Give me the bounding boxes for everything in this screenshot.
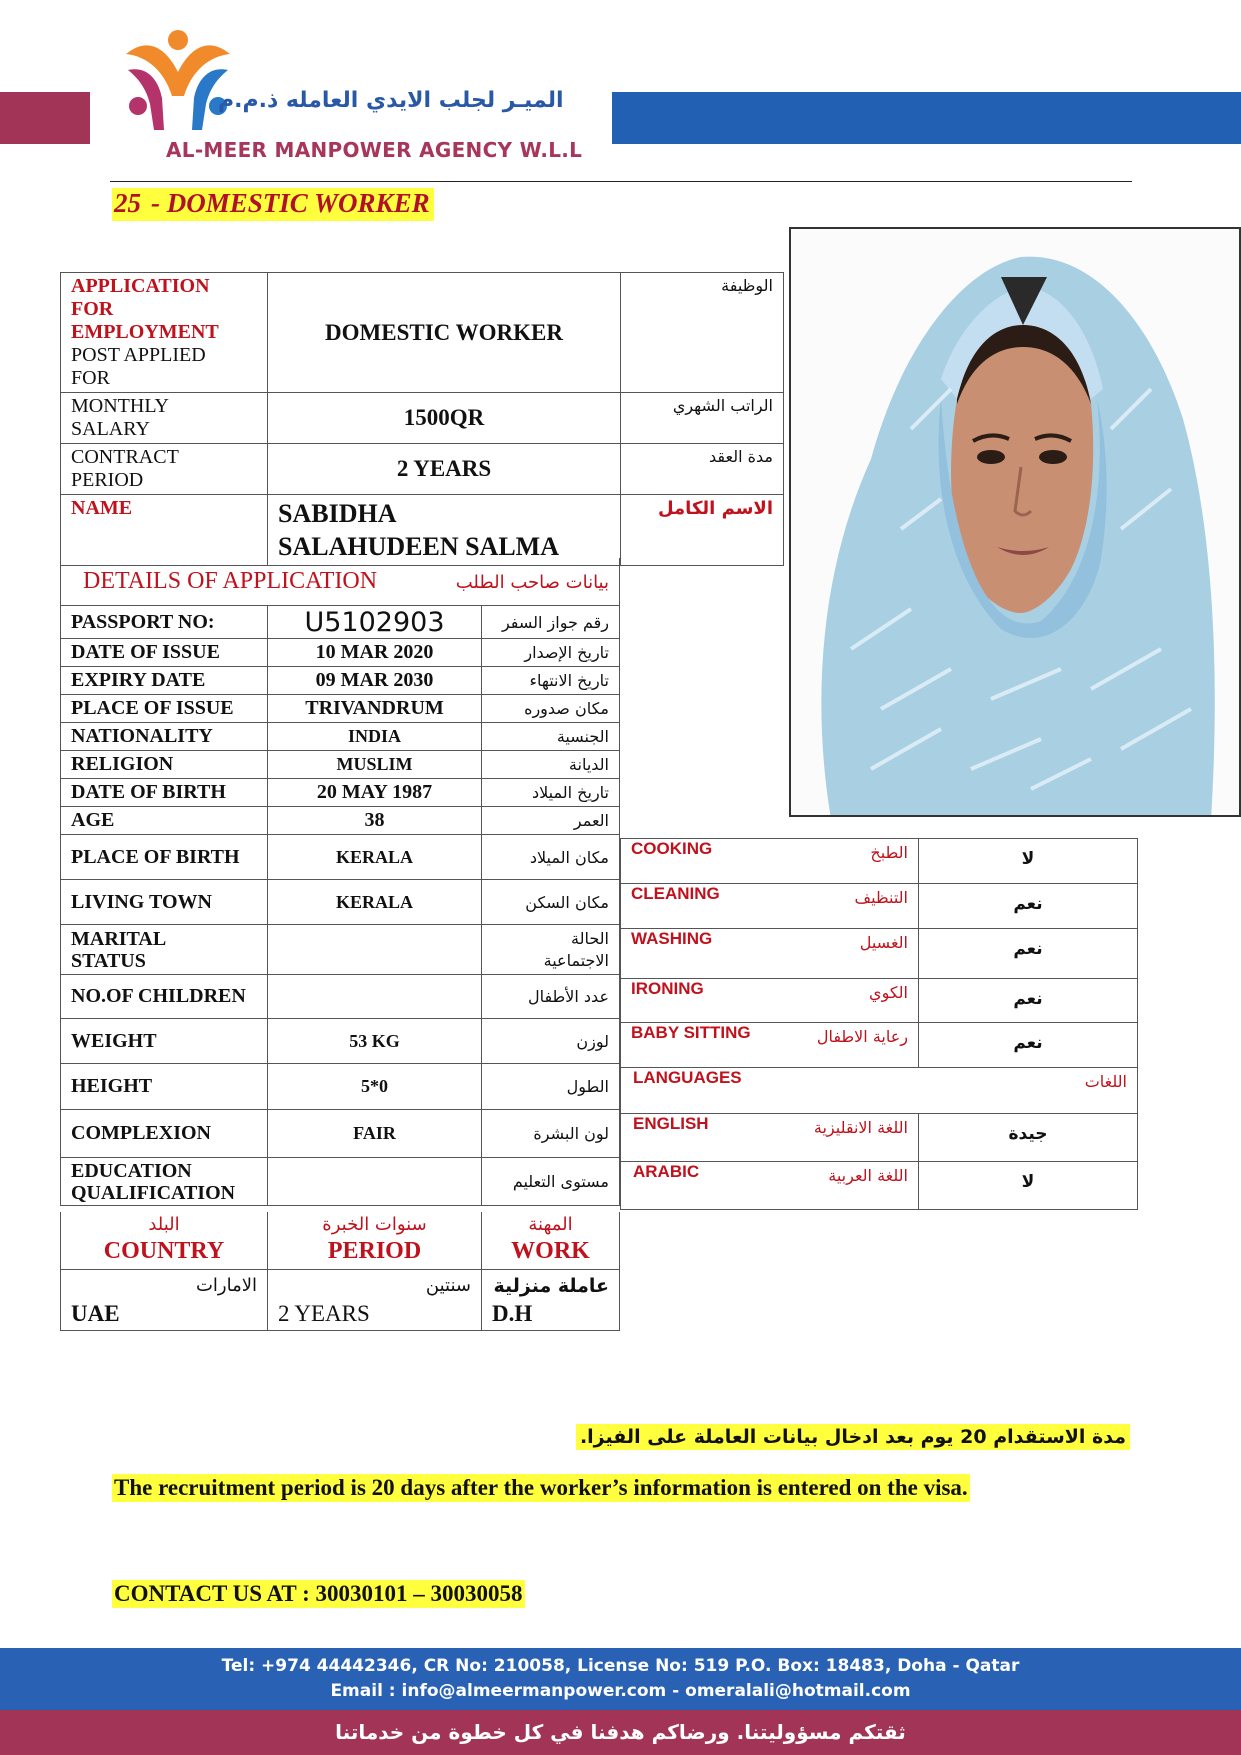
language-level: جيدة (919, 1114, 1138, 1162)
detail-arabic: الطول (482, 1064, 620, 1110)
reference-title: - DOMESTIC WORKER (151, 188, 430, 218)
contract-row (61, 444, 784, 495)
post-row (61, 273, 784, 393)
agency-logo-icon (118, 26, 238, 136)
post-value: DOMESTIC WORKER (268, 273, 621, 393)
language-name-cell (621, 1162, 919, 1210)
detail-label-2: STATUS (71, 949, 146, 972)
detail-value: 09 MAR 2030 (268, 667, 482, 695)
experience-country (61, 1269, 268, 1330)
skill-arabic: الطبخ (870, 843, 908, 862)
detail-label-1: EDUCATION (71, 1159, 192, 1182)
skill-value: نعم (919, 979, 1138, 1023)
salary-label-2: SALARY (71, 418, 150, 440)
detail-row (61, 1110, 620, 1158)
detail-row (61, 835, 620, 880)
experience-period-ar: سنتين (425, 1274, 471, 1296)
application-title-1: APPLICATION (71, 275, 210, 297)
contract-label-2: PERIOD (71, 469, 144, 491)
salary-value: 1500QR (268, 393, 621, 444)
detail-label: WEIGHT (61, 1019, 268, 1064)
skill-name-cell (621, 929, 919, 979)
experience-header-row (61, 1212, 620, 1269)
detail-row (61, 807, 620, 835)
skills-table (620, 838, 1138, 1210)
experience-work (482, 1269, 620, 1330)
skill-arabic: الكوي (869, 983, 908, 1002)
detail-label: NO.OF CHILDREN (61, 975, 268, 1019)
footer-line-2: Email : info@almeermanpower.com - omeralali@hotmail.com (330, 1681, 911, 1701)
name-value-cell (268, 495, 621, 566)
detail-row (61, 975, 620, 1019)
detail-value: FAIR (268, 1110, 482, 1158)
logo-english-name: AL-MEER MANPOWER AGENCY W.L.L (166, 138, 583, 162)
skill-name-cell (621, 839, 919, 884)
detail-arabic-1: الحالة (571, 928, 609, 948)
detail-arabic: العمر (482, 807, 620, 835)
detail-value: 53 KG (268, 1019, 482, 1064)
detail-label: EXPIRY DATE (61, 667, 268, 695)
detail-arabic: مكان صدوره (482, 695, 620, 723)
languages-header-cell (621, 1068, 1138, 1114)
applicant-photo (789, 227, 1241, 817)
experience-country-en: UAE (71, 1300, 120, 1326)
experience-work-ar: عاملة منزلية (493, 1274, 609, 1297)
detail-row (61, 1064, 620, 1110)
detail-row (61, 606, 620, 639)
applicant-portrait-icon (791, 229, 1241, 817)
detail-value (268, 925, 482, 975)
skill-name-cell (621, 979, 919, 1023)
detail-arabic: مكان السكن (482, 880, 620, 925)
detail-arabic: لون البشرة (482, 1110, 620, 1158)
detail-arabic: مكان الميلاد (482, 835, 620, 880)
salary-label-1: MONTHLY (71, 395, 169, 417)
detail-label: RELIGION (61, 751, 268, 779)
details-title-ar: بيانات صاحب الطلب (455, 571, 609, 593)
language-name: ARABIC (633, 1162, 700, 1181)
detail-label: LIVING TOWN (61, 880, 268, 925)
post-label-cell (61, 273, 268, 393)
detail-arabic-cell (482, 925, 620, 975)
detail-value: 5*0 (268, 1064, 482, 1110)
recruitment-note-arabic: مدة الاستقدام 20 يوم بعد ادخال بيانات العاملة على الفيزا. (576, 1424, 1130, 1450)
period-header-ar: سنوات الخبرة (322, 1214, 427, 1235)
detail-row (61, 779, 620, 807)
country-header (61, 1212, 268, 1269)
header-bar-left (0, 92, 90, 144)
detail-label: DATE OF BIRTH (61, 779, 268, 807)
detail-value: INDIA (268, 723, 482, 751)
skill-value: نعم (919, 929, 1138, 979)
salary-row (61, 393, 784, 444)
language-arabic: اللغة العربية (828, 1166, 908, 1185)
language-level: لا (919, 1162, 1138, 1210)
logo-arabic-name: الميـر لجلب الايدي العامله ذ.م.م (218, 88, 564, 113)
salary-arabic-label: الراتب الشهري (621, 393, 784, 444)
reference-number: 25 (114, 188, 141, 218)
application-title-3: EMPLOYMENT (71, 321, 219, 343)
detail-label: DATE OF ISSUE (61, 639, 268, 667)
skill-arabic: الغسيل (859, 933, 908, 952)
detail-arabic: مستوى التعليم (482, 1158, 620, 1206)
detail-arabic: الديانة (482, 751, 620, 779)
post-label-2: FOR (71, 367, 110, 389)
country-header-ar: البلد (148, 1214, 180, 1235)
languages-title-ar: اللغات (1084, 1072, 1127, 1091)
skill-row (621, 884, 1138, 929)
languages-title-en: LANGUAGES (633, 1068, 742, 1087)
skill-row (621, 1023, 1138, 1068)
language-name-cell (621, 1114, 919, 1162)
detail-value: 20 MAY 1987 (268, 779, 482, 807)
skill-row (621, 929, 1138, 979)
name-label: NAME (61, 495, 268, 566)
detail-row (61, 751, 620, 779)
detail-arabic: تاريخ الانتهاء (482, 667, 620, 695)
country-header-en: COUNTRY (103, 1238, 225, 1264)
experience-period (268, 1269, 482, 1330)
details-banner (60, 558, 620, 606)
header-bar-right (612, 92, 1241, 144)
detail-value (268, 975, 482, 1019)
detail-value: MUSLIM (268, 751, 482, 779)
name-value-1: SABIDHA (278, 499, 397, 528)
details-title-en: DETAILS OF APPLICATION (83, 567, 378, 594)
experience-period-en: 2 YEARS (278, 1300, 370, 1326)
detail-value: KERALA (268, 880, 482, 925)
skill-row (621, 979, 1138, 1023)
post-arabic-label: الوظيفة (621, 273, 784, 393)
skill-value: نعم (919, 884, 1138, 929)
skill-row (621, 839, 1138, 884)
experience-row (61, 1269, 620, 1330)
contact-note: CONTACT US AT : 30030101 – 30030058 (114, 1581, 523, 1606)
language-name: ENGLISH (633, 1114, 709, 1133)
footer-slogan: ثقتكم مسؤوليتنا. ورضاكم هدفنا في كل خطوة من خدماتنا (0, 1710, 1241, 1755)
name-row (61, 495, 784, 566)
period-header-en: PERIOD (327, 1238, 422, 1264)
header-rule (110, 181, 1132, 182)
skill-name-cell (621, 884, 919, 929)
employment-table (60, 272, 784, 566)
detail-row (61, 667, 620, 695)
detail-value: U5102903 (268, 606, 482, 639)
contract-value: 2 YEARS (268, 444, 621, 495)
name-value-2: SALAHUDEEN SALMA (278, 532, 559, 561)
detail-row (61, 723, 620, 751)
salary-label-cell (61, 393, 268, 444)
skill-arabic: التنظيف (854, 888, 908, 907)
detail-arabic-2: الاجتماعية (543, 950, 609, 970)
details-table (60, 605, 620, 1206)
detail-arabic: لوزن (482, 1019, 620, 1064)
details-banner-cell (61, 558, 620, 605)
language-arabic: اللغة الانقليزية (813, 1118, 908, 1137)
skill-value: نعم (919, 1023, 1138, 1068)
footer-contact-bar (0, 1648, 1241, 1710)
post-label-1: POST APPLIED (71, 344, 206, 366)
detail-label-1: MARITAL (71, 927, 167, 950)
contract-arabic-label: مدة العقد (621, 444, 784, 495)
footer-line-1: Tel: +974 44442346, CR No: 210058, License No: 519 P.O. Box: 18483, Doha - Qatar (221, 1656, 1020, 1676)
detail-label-cell (61, 1158, 268, 1206)
skill-arabic: رعاية الاطفال (816, 1027, 908, 1046)
languages-header-row (621, 1068, 1138, 1114)
application-title-2: FOR (71, 298, 114, 320)
experience-table (60, 1212, 620, 1331)
document-heading (112, 188, 434, 221)
detail-row (61, 925, 620, 975)
detail-label: PLACE OF BIRTH (61, 835, 268, 880)
detail-arabic: رقم جواز السفر (482, 606, 620, 639)
experience-work-en: D.H (492, 1300, 533, 1326)
detail-value: 10 MAR 2020 (268, 639, 482, 667)
recruitment-note-english: The recruitment period is 20 days after the worker’s information is entered on the visa. (114, 1475, 968, 1500)
skill-name: WASHING (631, 929, 713, 948)
period-header (268, 1212, 482, 1269)
detail-row (61, 880, 620, 925)
language-row (621, 1114, 1138, 1162)
skill-name: BABY SITTING (631, 1023, 751, 1042)
skill-name: IRONING (631, 979, 704, 998)
detail-label: AGE (61, 807, 268, 835)
skill-name-cell (621, 1023, 919, 1068)
detail-arabic: تاريخ الإصدار (482, 639, 620, 667)
detail-arabic: عدد الأطفال (482, 975, 620, 1019)
detail-arabic: الجنسية (482, 723, 620, 751)
work-header-en: WORK (511, 1238, 590, 1264)
detail-row (61, 695, 620, 723)
detail-label: PLACE OF ISSUE (61, 695, 268, 723)
detail-label-cell (61, 925, 268, 975)
skill-name: COOKING (631, 839, 713, 858)
contract-label-1: CONTRACT (71, 446, 179, 468)
skill-name: CLEANING (631, 884, 720, 903)
detail-row (61, 1019, 620, 1064)
detail-value: KERALA (268, 835, 482, 880)
contract-label-cell (61, 444, 268, 495)
detail-row (61, 1158, 620, 1206)
work-header (482, 1212, 620, 1269)
detail-label: NATIONALITY (61, 723, 268, 751)
experience-country-ar: الامارات (195, 1274, 257, 1296)
skill-value: لا (919, 839, 1138, 884)
detail-label-2: QUALIFICATION (71, 1181, 236, 1204)
detail-value (268, 1158, 482, 1206)
detail-label: COMPLEXION (61, 1110, 268, 1158)
language-row (621, 1162, 1138, 1210)
detail-arabic: تاريخ الميلاد (482, 779, 620, 807)
name-arabic-label: الاسم الكامل (621, 495, 784, 566)
detail-value: TRIVANDRUM (268, 695, 482, 723)
detail-label: HEIGHT (61, 1064, 268, 1110)
detail-label: PASSPORT NO: (61, 606, 268, 639)
detail-value: 38 (268, 807, 482, 835)
work-header-ar: المهنة (528, 1214, 573, 1235)
detail-row (61, 639, 620, 667)
